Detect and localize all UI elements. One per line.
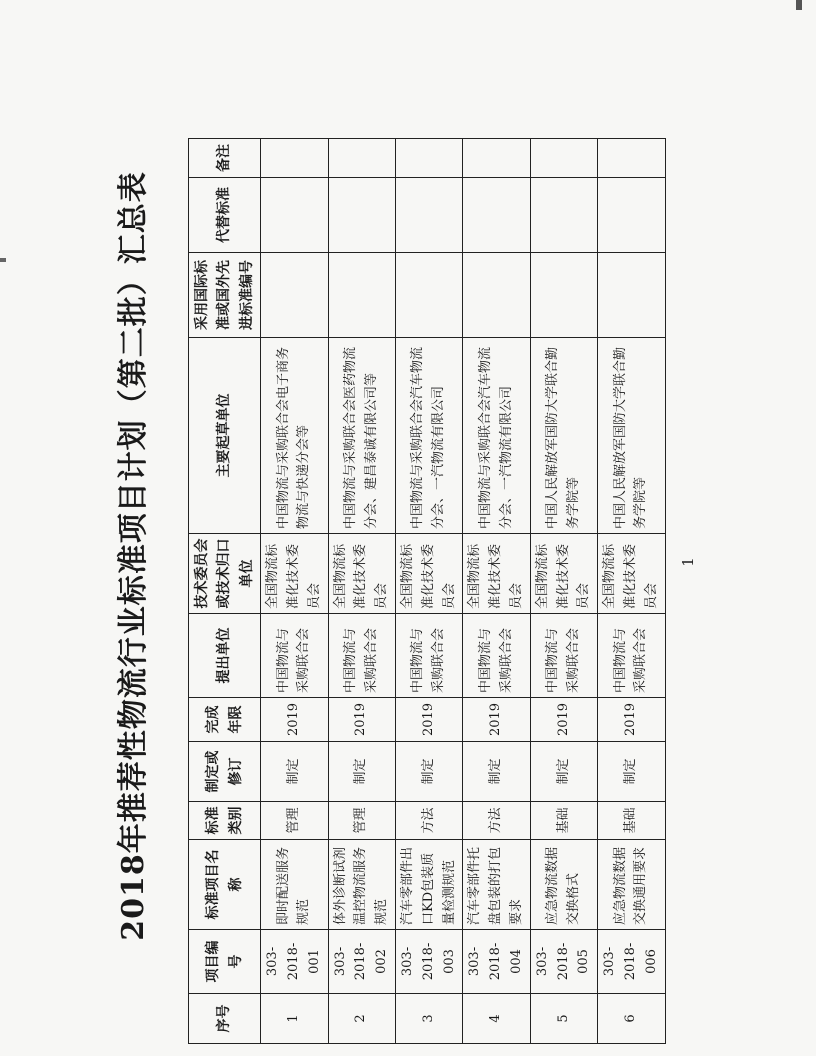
cell-project-no: 303-2018-005 [530,930,597,994]
cell-type: 制定 [530,742,597,802]
cell-name: 应急物流数据交换格式 [530,840,597,930]
cell-year: 2019 [261,698,328,742]
table-header-row [189,139,261,1044]
header-intl: 采用国际标准或国外先进标准编号 [189,253,261,338]
table-row [395,139,462,1044]
cell-project-no: 303-2018-003 [395,930,462,994]
cell-note [598,139,665,178]
header-note: 备注 [189,139,261,178]
cell-name: 体外诊断试剂温控物流服务规范 [328,840,395,930]
cell-intl [395,253,462,338]
cell-project-no: 303-2018-004 [463,930,530,994]
header-proposer: 提出单位 [189,614,261,698]
cell-project-no: 303-2018-002 [328,930,395,994]
cell-seq: 6 [598,994,665,1044]
cell-year: 2019 [598,698,665,742]
cell-year: 2019 [395,698,462,742]
cell-note [395,139,462,178]
cell-intl [598,253,665,338]
cell-year: 2019 [328,698,395,742]
header-replace: 代替标准 [189,178,261,253]
cell-intl [328,253,395,338]
cell-type: 制定 [395,742,462,802]
header-year: 完成年限 [189,698,261,742]
table-row [530,139,597,1044]
table-row [261,139,328,1044]
cell-type: 制定 [328,742,395,802]
header-name: 标准项目名称 [189,840,261,930]
cell-replace [530,178,597,253]
cell-category: 管理 [261,802,328,840]
cell-committee: 全国物流标准化技术委员会 [530,534,597,614]
page-number: 1 [678,557,697,567]
cell-category: 方法 [463,802,530,840]
cell-note [328,139,395,178]
header-committee: 技术委员会或技术归口单位 [189,534,261,614]
cell-proposer: 中国物流与采购联合会 [261,614,328,698]
cell-name: 汽车零部件托盘包装的打包要求 [463,840,530,930]
page-title: 2018年推荐性物流行业标准项目计划（第二批）汇总表 [116,171,151,941]
cell-intl [463,253,530,338]
cell-drafters: 中国人民解放军国防大学联合勤务学院等 [530,338,597,534]
cell-type: 制定 [598,742,665,802]
cell-drafters: 中国人民解放军国防大学联合勤务学院等 [598,338,665,534]
header-drafters: 主要起草单位 [189,338,261,534]
header-type: 制定或修订 [189,742,261,802]
cell-seq: 5 [530,994,597,1044]
cell-committee: 全国物流标准化技术委员会 [395,534,462,614]
cell-name: 汽车零部件出口KD包装质量检测规范 [395,840,462,930]
cell-intl [530,253,597,338]
cell-note [530,139,597,178]
cell-category: 基础 [530,802,597,840]
cell-proposer: 中国物流与采购联合会 [395,614,462,698]
standards-plan-table [188,138,666,1044]
cell-replace [261,178,328,253]
table-row [328,139,395,1044]
cell-seq: 1 [261,994,328,1044]
cell-committee: 全国物流标准化技术委员会 [261,534,328,614]
table-row [463,139,530,1044]
cell-proposer: 中国物流与采购联合会 [598,614,665,698]
cell-seq: 2 [328,994,395,1044]
cell-replace [598,178,665,253]
cell-category: 管理 [328,802,395,840]
cell-category: 基础 [598,802,665,840]
cell-note [261,139,328,178]
header-seq: 序号 [189,994,261,1044]
header-project-no: 项目编号 [189,930,261,994]
cell-year: 2019 [530,698,597,742]
cell-seq: 4 [463,994,530,1044]
cell-replace [328,178,395,253]
cell-category: 方法 [395,802,462,840]
cell-drafters: 中国物流与采购联合会医药物流分会、建昌泰诚有限公司等 [328,338,395,534]
cell-type: 制定 [463,742,530,802]
cell-seq: 3 [395,994,462,1044]
cell-proposer: 中国物流与采购联合会 [463,614,530,698]
cell-name: 即时配送服务规范 [261,840,328,930]
cell-replace [463,178,530,253]
cell-replace [395,178,462,253]
cell-committee: 全国物流标准化技术委员会 [598,534,665,614]
cell-note [463,139,530,178]
cell-proposer: 中国物流与采购联合会 [328,614,395,698]
cell-drafters: 中国物流与采购联合会电子商务物流与快递分会等 [261,338,328,534]
cell-year: 2019 [463,698,530,742]
cell-proposer: 中国物流与采购联合会 [530,614,597,698]
header-category: 标准类别 [189,802,261,840]
table-row [598,139,665,1044]
cell-project-no: 303-2018-006 [598,930,665,994]
cell-project-no: 303-2018-001 [261,930,328,994]
cell-committee: 全国物流标准化技术委员会 [328,534,395,614]
cell-committee: 全国物流标准化技术委员会 [463,534,530,614]
cell-drafters: 中国物流与采购联合会汽车物流分会、一汽物流有限公司 [463,338,530,534]
cell-type: 制定 [261,742,328,802]
cell-intl [261,253,328,338]
cell-name: 应急物流数据交换通用要求 [598,840,665,930]
cell-drafters: 中国物流与采购联合会汽车物流分会、一汽物流有限公司 [395,338,462,534]
